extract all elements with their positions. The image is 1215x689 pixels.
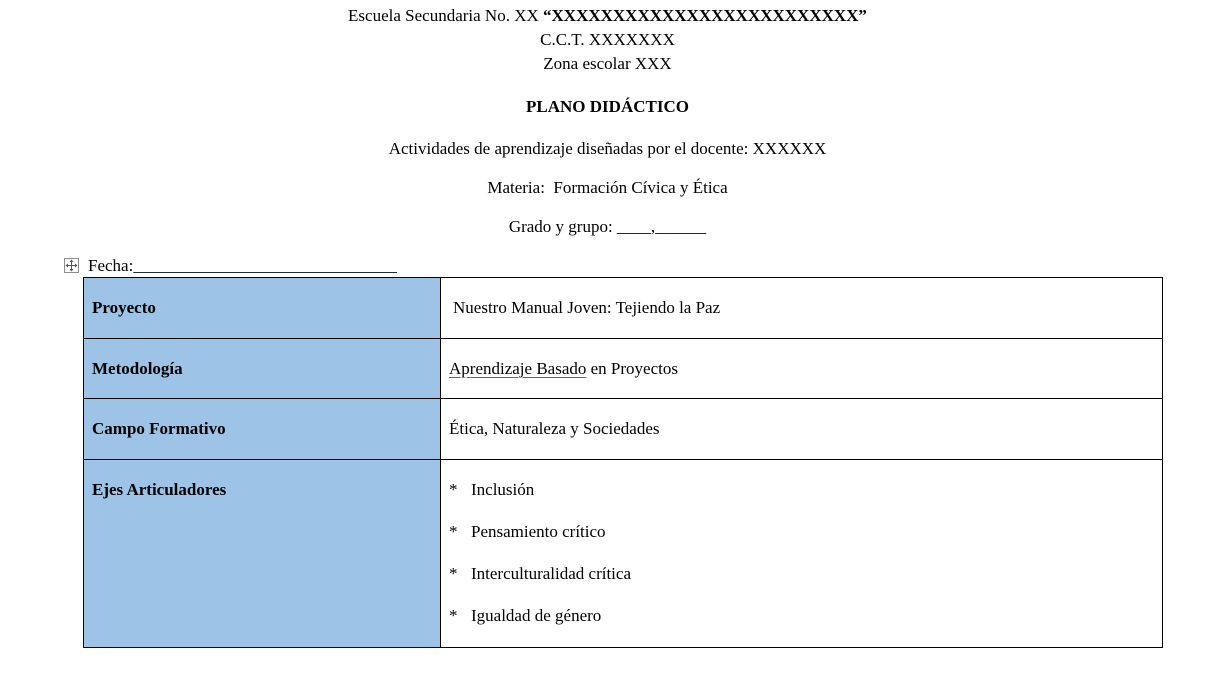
metodologia-rest-text: en Proyectos [586, 359, 678, 378]
school-name: “XXXXXXXXXXXXXXXXXXXXXXXXX” [543, 6, 867, 25]
table-row [84, 278, 1163, 339]
metodologia-value-cell[interactable] [441, 339, 1163, 399]
campo-value-cell[interactable] [441, 399, 1163, 460]
list-item-text: Interculturalidad crítica [471, 564, 631, 583]
ejes-label-cell [84, 460, 441, 648]
list-item [449, 605, 1162, 647]
ejes-list [441, 460, 1162, 647]
list-item-text: Igualdad de género [471, 606, 602, 625]
materia-line: Materia: Formación Cívica y Ética [487, 178, 728, 197]
grado-line: Grado y grupo: ____,______ [508, 217, 707, 236]
list-item [449, 521, 1162, 563]
school-prefix: Escuela Secundaria No. XX [348, 6, 544, 25]
cct-line: C.C.T. XXXXXXX [540, 30, 675, 49]
proyecto-label: Proyecto [92, 298, 156, 317]
metodologia-label: Metodología [92, 359, 183, 378]
bullet-icon: * [449, 480, 458, 499]
list-item-text: Inclusión [471, 480, 535, 499]
document-title: PLANO DIDÁCTICO [526, 97, 689, 116]
list-item [449, 479, 1162, 521]
campo-label: Campo Formativo [92, 419, 226, 438]
table-row [84, 460, 1163, 648]
table-row [84, 339, 1163, 399]
list-item [449, 563, 1162, 605]
actividades-line: Actividades de aprendizaje diseñadas por el docente: XXXXXX [388, 139, 827, 158]
proyecto-value-cell[interactable] [441, 278, 1163, 339]
proyecto-value: Nuestro Manual Joven: Tejiendo la Paz [453, 298, 721, 317]
campo-value: Ética, Naturaleza y Sociedades [449, 419, 660, 438]
zona-line: Zona escolar XXX [543, 54, 672, 73]
ejes-value-cell[interactable] [441, 460, 1163, 648]
table-move-handle-icon[interactable] [64, 258, 79, 273]
metodologia-marked-text: Aprendizaje Basado [449, 359, 587, 378]
bullet-icon: * [449, 564, 458, 583]
plan-table [83, 277, 1163, 648]
fecha-field[interactable]: Fecha:_______________________________ [88, 256, 397, 275]
campo-label-cell [84, 399, 441, 460]
table-row [84, 399, 1163, 460]
list-item-text: Pensamiento crítico [471, 522, 606, 541]
school-line [0, 6, 1215, 26]
bullet-icon: * [449, 606, 458, 625]
proyecto-label-cell [84, 278, 441, 339]
metodologia-label-cell [84, 339, 441, 399]
ejes-label: Ejes Articuladores [92, 480, 227, 499]
bullet-icon: * [449, 522, 458, 541]
metodologia-value [441, 339, 1162, 379]
